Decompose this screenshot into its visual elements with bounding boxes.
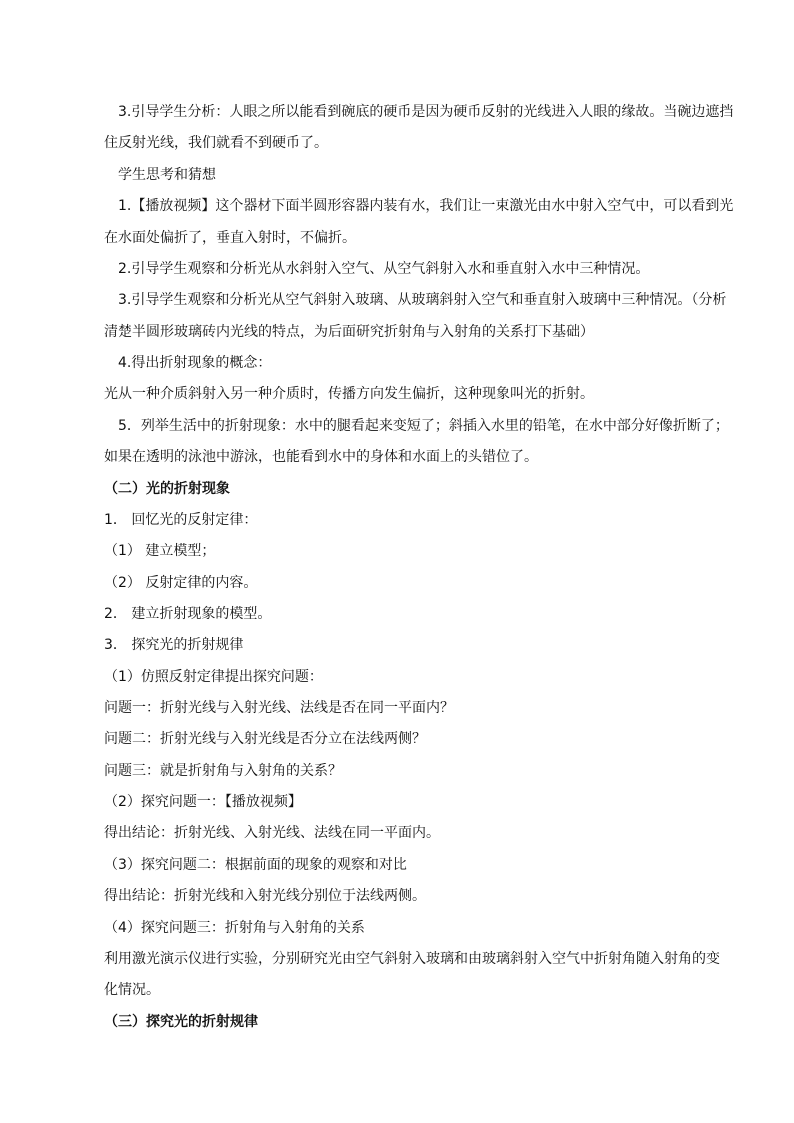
paragraph-line: 得出结论：折射光线、入射光线、法线在同一平面内。 (104, 825, 440, 841)
list-item: （2） 反射定律的内容。 (104, 575, 258, 591)
list-item: （2）探究问题一：【播放视频】 (104, 794, 302, 810)
paragraph-line: 如果在透明的泳池中游泳，也能看到水中的身体和水面上的头错位了。 (104, 449, 538, 465)
paragraph-line: 利用激光演示仪进行实验，分别研究光由空气斜射入玻璃和由玻璃斜射入空气中折射角随入射角的变 (104, 951, 720, 967)
section-label: 学生思考和猜想 (118, 167, 216, 183)
paragraph-line: 4.得出折射现象的概念： (118, 355, 272, 371)
list-item: 2． 建立折射现象的模型。 (104, 606, 272, 622)
paragraph-line: 问题二：折射光线与入射光线是否分立在法线两侧？ (104, 731, 426, 747)
paragraph-line: 1.【播放视频】这个器材下面半圆形容器内装有水，我们让一束激光由水中射入空气中，可以看到光 (118, 198, 734, 214)
list-item: 3． 探究光的折射规律 (104, 637, 244, 653)
paragraph-line: 住反射光线，我们就看不到硬币了。 (104, 135, 328, 151)
paragraph-line: 光从一种介质斜射入另一种介质时，传播方向发生偏折，这种现象叫光的折射。 (104, 386, 594, 402)
section-heading: （三）探究光的折射规律 (104, 1014, 258, 1030)
paragraph-line: 清楚半圆形玻璃砖内光线的特点，为后面研究折射角与入射角的关系打下基础） (104, 324, 594, 340)
paragraph-line: 问题一：折射光线与入射光线、法线是否在同一平面内？ (104, 700, 454, 716)
paragraph-line: 5．列举生活中的折射现象：水中的腿看起来变短了；斜插入水里的铅笔，在水中部分好像折断了； (118, 418, 729, 434)
list-item: （1） 建立模型； (104, 543, 216, 559)
paragraph-line: 得出结论：折射光线和入射光线分别位于法线两侧。 (104, 888, 426, 904)
paragraph-line: 在水面处偏折了，垂直入射时，不偏折。 (104, 230, 356, 246)
list-item: （4）探究问题三：折射角与入射角的关系 (104, 920, 365, 936)
section-heading: （二）光的折射现象 (104, 481, 230, 497)
paragraph-line: 化情况。 (104, 982, 160, 998)
paragraph-line: 2.引导学生观察和分析光从水斜射入空气、从空气斜射入水和垂直射入水中三种情况。 (118, 261, 650, 277)
list-item: （3）探究问题二：根据前面的现象的观察和对比 (104, 857, 407, 873)
paragraph-line: 3.引导学生观察和分析光从空气斜射入玻璃、从玻璃斜射入空气和垂直射入玻璃中三种情况。（分析 (118, 292, 727, 308)
paragraph-line: 问题三：就是折射角与入射角的关系？ (104, 763, 342, 779)
list-item: （1）仿照反射定律提出探究问题： (104, 669, 323, 685)
list-item: 1． 回忆光的反射定律： (104, 512, 258, 528)
paragraph-line: 3.引导学生分析：人眼之所以能看到碗底的硬币是因为硬币反射的光线进入人眼的缘故。当碗边遮挡 (118, 104, 734, 120)
